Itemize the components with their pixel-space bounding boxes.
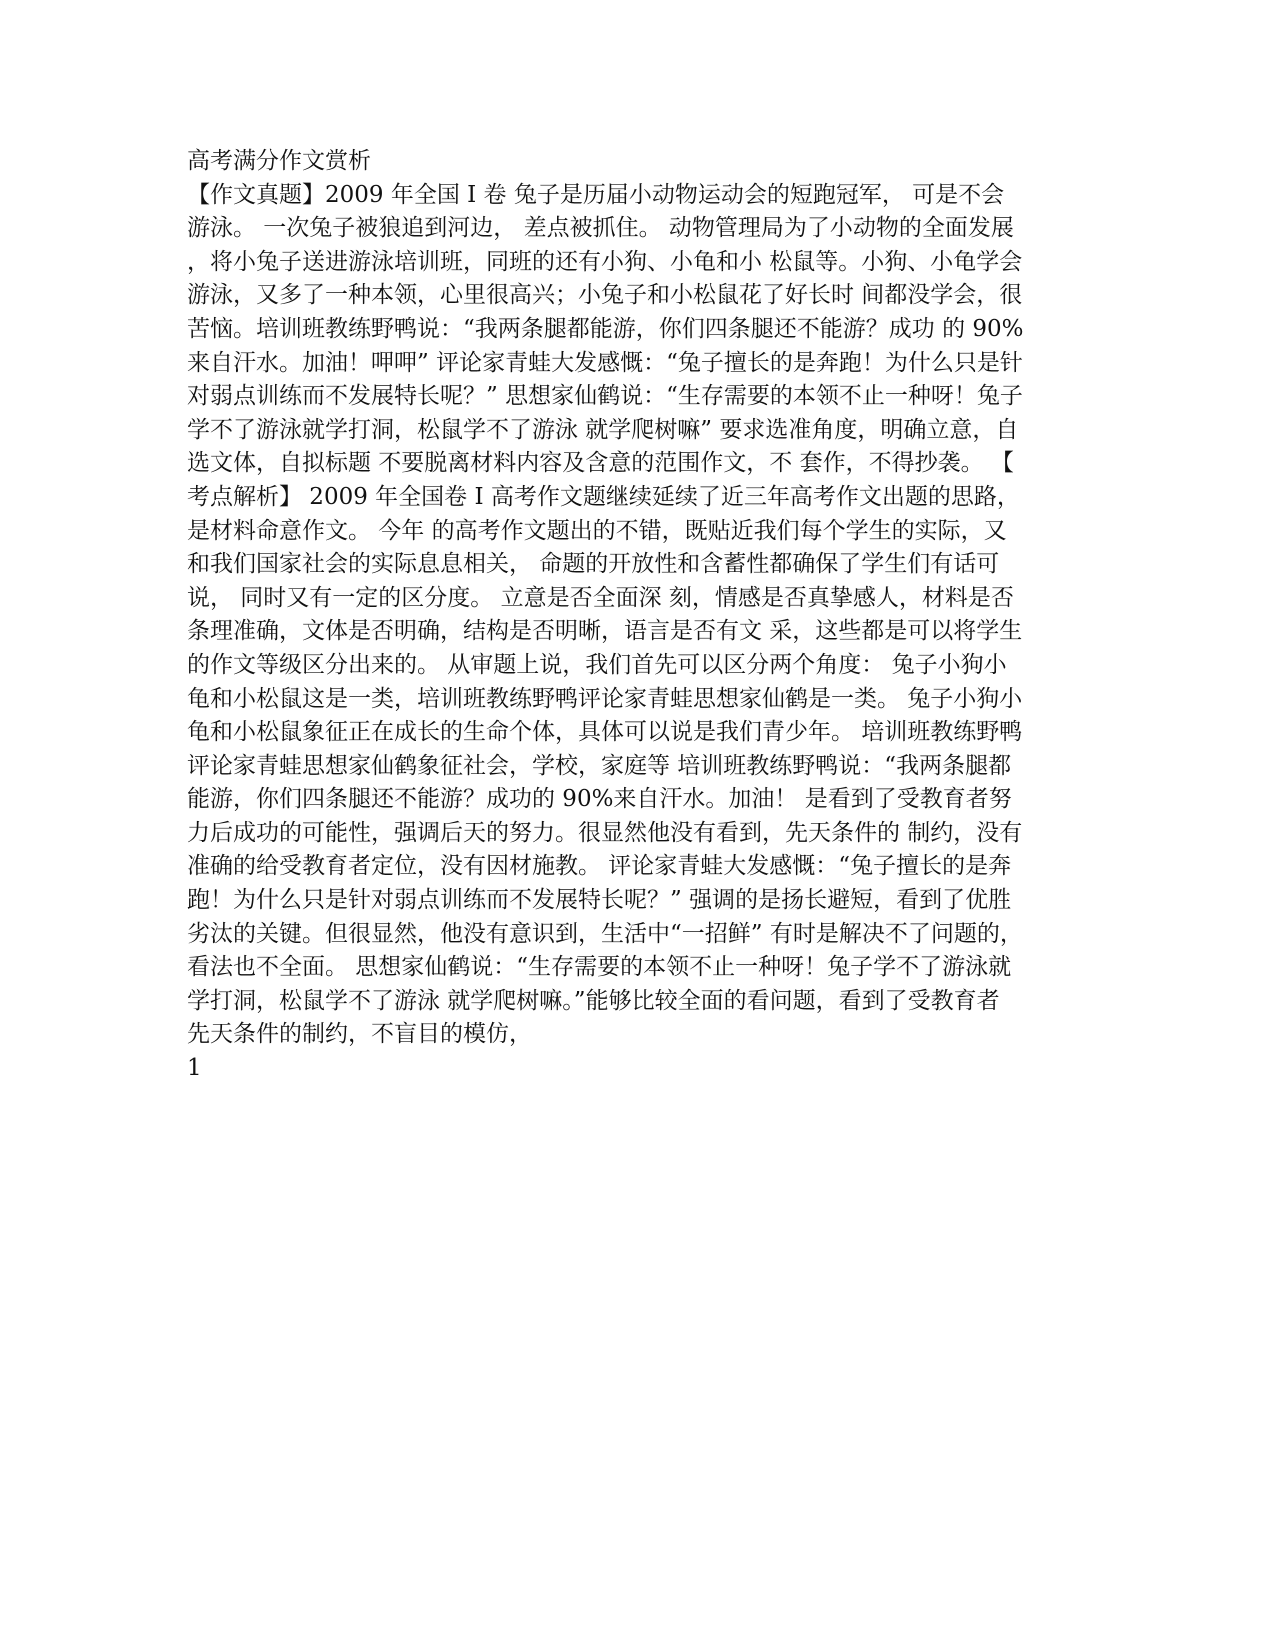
text-line: 的作文等级区分出来的。 从审题上说，我们首先可以区分两个角度： 兔子小狗小: [187, 651, 1007, 678]
text-line: 能游，你们四条腿还不能游？成功的 90%来自汗水。加油！ 是看到了受教育者努: [187, 786, 1012, 813]
text-line: 【作文真题】2009 年全国 I 卷 兔子是历届小动物运动会的短跑冠军， 可是不会: [187, 181, 1005, 208]
text-line: 游泳。 一次兔子被狼追到河边， 差点被抓住。 动物管理局为了小动物的全面发展: [187, 215, 1014, 242]
text-line: 和我们国家社会的实际息息相关， 命题的开放性和含蓄性都确保了学生们有话可: [187, 551, 1000, 578]
text-line: 龟和小松鼠象征正在成长的生命个体，具体可以说是我们青少年。 培训班教练野鸭: [187, 719, 1023, 746]
text-line: 游泳，又多了一种本领，心里很高兴；小兔子和小松鼠花了好长时 间都没学会，很: [187, 282, 1023, 309]
text-line: 先天条件的制约，不盲目的模仿，: [187, 1021, 532, 1048]
text-line: 学打洞，松鼠学不了游泳 就学爬树嘛。”能够比较全面的看问题，看到了受教育者: [187, 987, 1000, 1014]
text-line: ，将小兔子送进游泳培训班，同班的还有小狗、小龟和小 松鼠等。小狗、小龟学会: [187, 248, 1023, 275]
body-text: [187, 145, 1087, 1086]
text-line: 学不了游泳就学打洞，松鼠学不了游泳 就学爬树嘛” 要求选准角度，明确立意，自: [187, 416, 1019, 443]
text-line: 条理准确，文体是否明确，结构是否明晰，语言是否有文 采，这些都是可以将学生: [187, 618, 1023, 645]
text-line: 说， 同时又有一定的区分度。 立意是否全面深 刻，情感是否真挚感人，材料是否: [187, 584, 1014, 611]
text-line: 准确的给受教育者定位，没有因材施教。 评论家青蛙大发感慨：“兔子擅长的是奔: [187, 853, 1012, 880]
text-line: 跑！为什么只是针对弱点训练而不发展特长呢？” 强调的是扬长避短，看到了优胜: [187, 887, 1012, 914]
text-line: 来自汗水。加油！呷呷” 评论家青蛙大发感慨：“兔子擅长的是奔跑！为什么只是针: [187, 349, 1023, 376]
text-line: 劣汰的关键。但很显然，他没有意识到，生活中“一招鲜” 有时是解决不了问题的，: [187, 920, 1023, 947]
document-title: 高考满分作文赏析: [187, 148, 371, 174]
text-line: 对弱点训练而不发展特长呢？” 思想家仙鹤说：“生存需要的本领不止一种呀！兔子: [187, 383, 1023, 410]
text-line: 考点解析】 2009 年全国卷 I 高考作文题继续延续了近三年高考作文出题的思路，: [187, 483, 1020, 510]
text-line: 选文体，自拟标题 不要脱离材料内容及含意的范围作文，不 套作，不得抄袭。 【: [187, 450, 1014, 477]
text-line: 龟和小松鼠这是一类，培训班教练野鸭评论家青蛙思想家仙鹤是一类。 兔子小狗小: [187, 685, 1023, 712]
text-line: 是材料命意作文。 今年 的高考作文题出的不错，既贴近我们每个学生的实际，又: [187, 517, 1007, 544]
text-line: 看法也不全面。 思想家仙鹤说：“生存需要的本领不止一种呀！兔子学不了游泳就: [187, 954, 1012, 981]
text-line: 评论家青蛙思想家仙鹤象征社会，学校，家庭等 培训班教练野鸭说：“我两条腿都: [187, 752, 1012, 779]
text-line: 力后成功的可能性，强调后天的努力。很显然他没有看到，先天条件的 制约，没有: [187, 819, 1023, 846]
page-number: 1: [187, 1055, 202, 1082]
text-line: 苦恼。培训班教练野鸭说：“我两条腿都能游，你们四条腿还不能游？成功 的 90%: [187, 315, 1024, 342]
